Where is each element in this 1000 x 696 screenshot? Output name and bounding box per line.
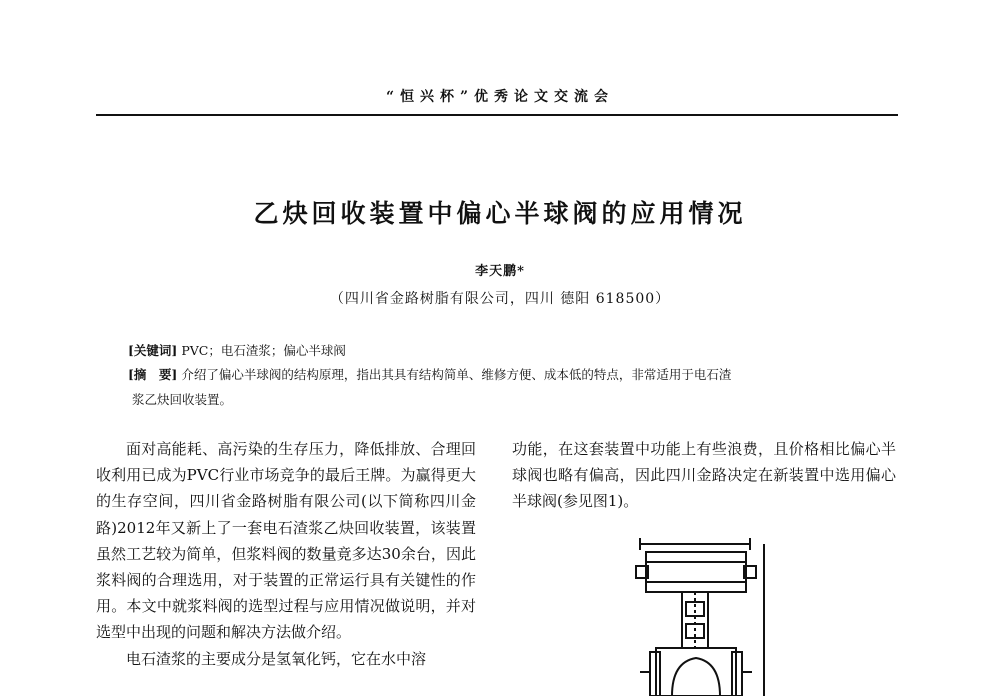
keywords-label: [关键词] — [128, 343, 178, 358]
body-right-column — [512, 436, 896, 515]
keywords — [128, 340, 878, 362]
body-left-column — [96, 436, 476, 672]
half-ball — [672, 658, 720, 696]
header-rule — [96, 114, 898, 116]
abstract-label: [摘 要] — [128, 367, 178, 382]
author-affiliation: （四川省金路树脂有限公司，四川 德阳 618500） — [329, 291, 671, 307]
article-title: 乙炔回收装置中偏心半球阀的应用情况 — [253, 199, 747, 228]
body-paragraph: 功能，在这套装置中功能上有些浪费，且价格相比偏心半球阀也略有偏高，因此四川金路决定在新装置中选用偏心半球阀(参见图1)。 — [512, 440, 896, 511]
author-name: 李天鹏* — [475, 264, 525, 279]
keywords-text: PVC；电石渣浆；偏心半球阀 — [181, 343, 346, 358]
abstract-text-line-1: 介绍了偏心半球阀的结构原理，指出其具有结构简单、维修方便、成本低的特点，非常适用于电石渣 — [181, 367, 732, 382]
body-paragraph: 电石渣浆的主要成分是氢氧化钙，它在水中溶 — [126, 649, 427, 668]
abstract — [128, 364, 870, 386]
valve-drawing — [600, 532, 800, 696]
valve-body — [656, 648, 736, 696]
running-header: “恒兴杯”优秀论文交流会 — [385, 89, 615, 105]
body-paragraph: 面对高能耗、高污染的生存压力，降低排放、合理回收利用已成为PVC行业市场竞争的最后王牌。为赢得更大的生存空间，四川省金路树脂有限公司(以下简称四川金路)2012年又新上了一套电石渣浆乙炔回收装置，该装置虽然工艺较为简单，但浆料阀的数量竟多达30余台，因此浆料阀的合理选用，对于装置的正常运行具有关键性的作用。本文中就浆料阀的选型过程与应用情况做说明，并对选型中出现的问题和解决方法做介绍。 — [96, 440, 476, 642]
abstract-text-line-2: 浆乙炔回收装置。 — [132, 392, 233, 407]
actuator-body — [646, 552, 746, 592]
valve-figure — [600, 532, 800, 696]
